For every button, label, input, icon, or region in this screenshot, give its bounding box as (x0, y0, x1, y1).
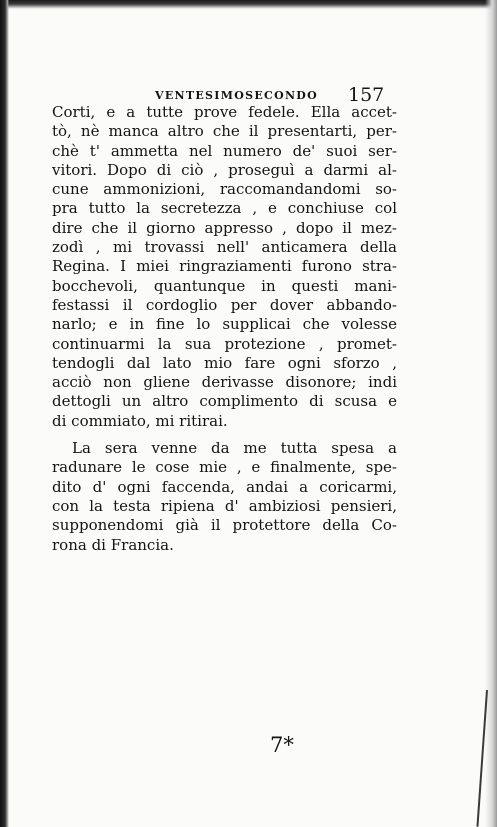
text-line: dire che il giorno appresso , dopo il mez- (52, 218, 397, 237)
text-line: dito d' ogni faccenda, andai a coricarmi, (52, 477, 397, 496)
text-line: pra tutto la secretezza , e conchiuse col (52, 199, 397, 218)
text-line: dettogli un altro complimento di scusa e (52, 392, 397, 411)
text-line: vitori. Dopo di ciò , proseguì a darmi al- (52, 160, 397, 179)
text-line: Regina. I miei ringraziamenti furono stra- (52, 257, 397, 276)
text-line: radunare le cose mie , e finalmente, spe- (52, 458, 397, 477)
text-line: rona di Francia. (52, 535, 174, 554)
text-line: acciò non gliene derivasse disonore; indi (52, 373, 397, 392)
text-line: festassi il cordoglio per dover abbando- (52, 295, 397, 314)
text-line: zodì , mi trovassi nell' anticamera della (52, 238, 397, 257)
text-line: Corti, e a tutte prove fedele. Ella accet- (52, 103, 397, 121)
text-line: bocchevoli, quantunque in questi mani- (52, 276, 397, 295)
text-line: La sera venne da me tutta spesa a (72, 439, 397, 458)
paragraph-2 (52, 439, 397, 555)
scan-edge-left (0, 0, 9, 827)
running-head-title: VENTESIMOSECONDO (155, 89, 319, 102)
body-text (52, 103, 397, 555)
text-line: chè t' ammetta nel numero de' suoi ser- (52, 141, 397, 160)
text-line: cune ammonizioni, raccomandandomi so- (52, 180, 397, 199)
page-number: 157 (348, 84, 385, 106)
scan-edge-top (0, 0, 497, 9)
text-line: supponendomi già il protettore della Co- (52, 516, 397, 535)
text-line: tò, nè manca altro che il presentarti, per- (52, 122, 397, 141)
paragraph-gap (52, 431, 397, 439)
text-line: di commiato, mi ritirai. (52, 411, 228, 430)
text-line: tendogli dal lato mio fare ogni sforzo , (52, 353, 397, 372)
text-line: continuarmi la sua protezione , promet- (52, 334, 397, 353)
signature-mark: 7* (270, 733, 294, 757)
text-line: narlo; e in fine lo supplicai che volesse (52, 315, 397, 334)
text-line: con la testa ripiena d' ambiziosi pensieri, (52, 496, 397, 515)
paragraph-1 (52, 103, 397, 431)
